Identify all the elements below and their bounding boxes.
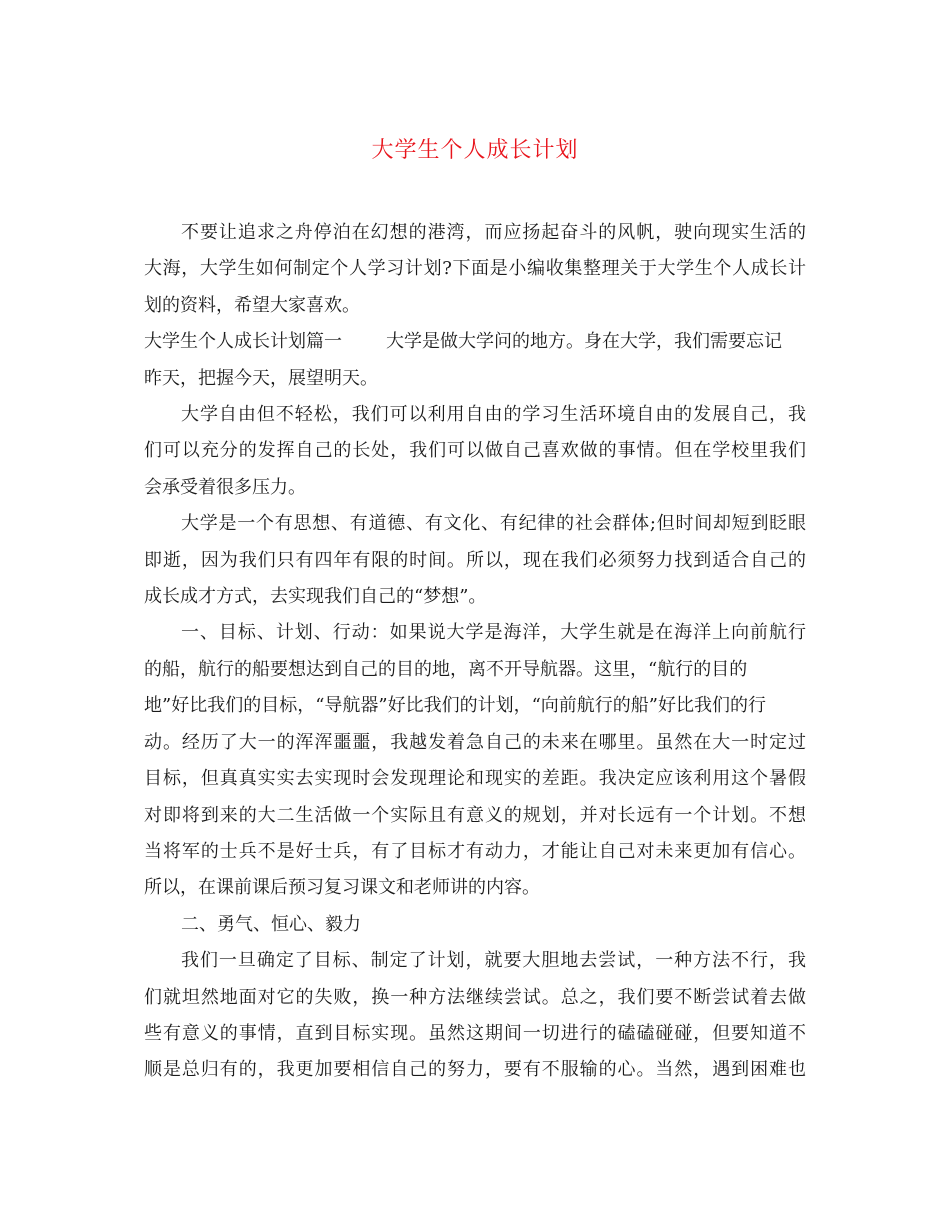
text-line: 地”好比我们的目标，“导航器”好比我们的计划，“向前航行的船”好比我们的行 (144, 695, 767, 717)
text-line: 们就坦然地面对它的失败，换一种方法继续尝试。总之，我们要不断尝试着去做 (144, 986, 806, 1008)
text-line: 当将军的士兵不是好士兵，有了目标才有动力，才能让自己对未来更加有信心。 (144, 840, 806, 862)
text-line: 一、目标、计划、行动：如果说大学是海洋，大学生就是在海洋上向前航行 (181, 622, 806, 644)
text-line: 大学自由但不轻松，我们可以利用自由的学习生活环境自由的发展自己，我 (181, 404, 806, 426)
section-intro-text: 大学是做大学问的地方。身在大学，我们需要忘记 (386, 331, 782, 353)
text-line: 顺是总归有的，我更加要相信自己的努力，要有不服输的心。当然，遇到困难也 (144, 1059, 806, 1081)
text-line: 我们一旦确定了目标、制定了计划，就要大胆地去尝试，一种方法不行，我 (181, 950, 806, 972)
section-heading-line (144, 324, 806, 360)
text-line: 即逝，因为我们只有四年有限的时间。所以，现在我们必须努力找到适合自己的 (144, 549, 806, 571)
document-body (144, 215, 806, 1089)
text-line: 划的资料，希望大家喜欢。 (144, 294, 360, 316)
text-line: 所以，在课前课后预习复习课文和老师讲的内容。 (144, 877, 540, 899)
text-line: 目标，但真真实实去实现时会发现理论和现实的差距。我决定应该利用这个暑假 (144, 768, 806, 790)
text-line: 些有意义的事情，直到目标实现。虽然这期间一切进行的磕磕碰碰，但要知道不 (144, 1022, 806, 1044)
text-line: 成长成才方式，去实现我们自己的“梦想”。 (144, 586, 487, 608)
text-line: 会承受着很多压力。 (144, 476, 306, 498)
text-line: 大学是一个有思想、有道德、有文化、有纪律的社会群体;但时间却短到眨眼 (181, 513, 806, 535)
text-line: 大海，大学生如何制定个人学习计划?下面是小编收集整理关于大学生个人成长计 (144, 258, 806, 280)
text-line: 对即将到来的大二生活做一个实际且有意义的规划，并对长远有一个计划。不想 (144, 804, 806, 826)
text-line: 昨天，把握今天，展望明天。 (144, 367, 378, 389)
section-heading: 大学生个人成长计划篇一 (144, 331, 342, 353)
text-line: 动。经历了大一的浑浑噩噩，我越发着急自己的未来在哪里。虽然在大一时定过 (144, 731, 806, 753)
text-line: 们可以充分的发挥自己的长处，我们可以做自己喜欢做的事情。但在学校里我们 (144, 440, 806, 462)
document-title: 大学生个人成长计划 (371, 138, 579, 163)
subsection-heading: 二、勇气、恒心、毅力 (181, 913, 361, 935)
text-line: 的船，航行的船要想达到自己的目的地，离不开导航器。这里，“航行的目的 (144, 658, 748, 680)
text-line: 不要让追求之舟停泊在幻想的港湾，而应扬起奋斗的风帆，驶向现实生活的 (181, 222, 806, 243)
